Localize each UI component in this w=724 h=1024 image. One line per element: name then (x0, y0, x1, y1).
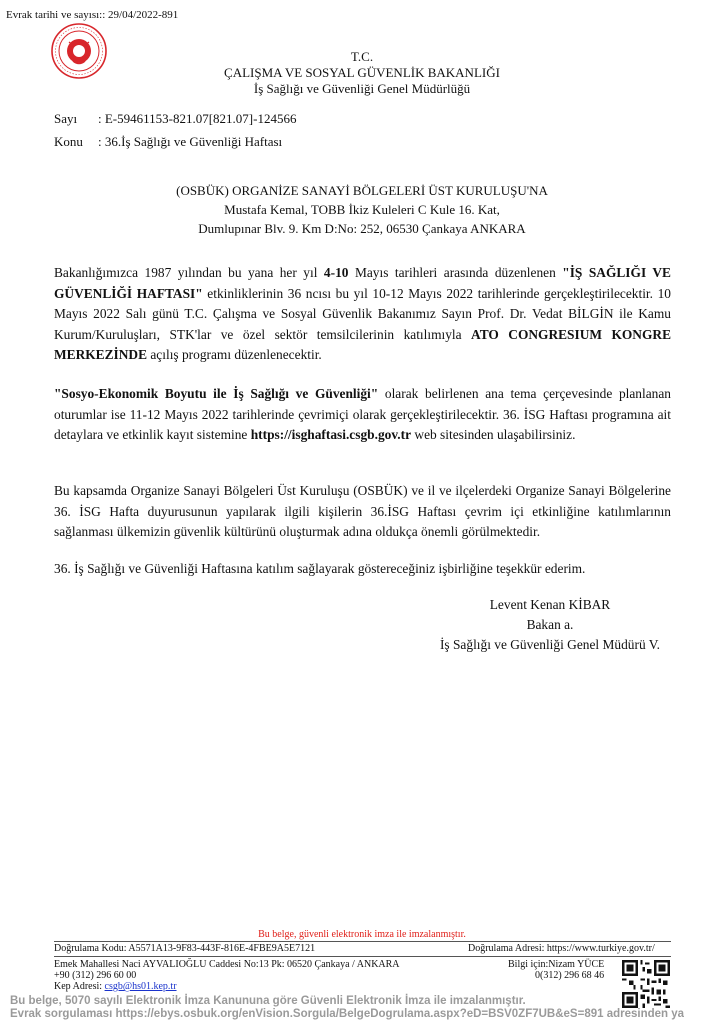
footer-contact-phone: 0(312) 296 68 46 (535, 970, 605, 981)
watermark-line-2: Evrak sorgulaması https://ebys.osbuk.org/enVision.Sorgula/BelgeDogrulama.aspx?eD=BSV0ZF7UB&eS=891 adresinden ya (10, 1008, 685, 1020)
p2-text-b: olarak belirlenen ana tema çerçevesinde planlanan oturumlar ise 11-12 Mayıs 2022 tarihlerinde çevrimiçi olarak gerçekleştirilecektir. 36. İSG Haftası programına ait detaylara ve etkinlik kayıt sistemine (54, 386, 671, 442)
verification-code: Doğrulama Kodu: A5571A13-9F83-443F-816E-4FBE9A5E7121 (54, 943, 316, 954)
p1-text-b: 4-10 (323, 265, 349, 280)
p1-text-f: ATO CONGRESIUM KONGRE MERKEZİNDE (54, 326, 671, 362)
header-ministry: ÇALIŞMA VE SOSYAL GÜVENLİK BAKANLIĞI (224, 65, 500, 80)
meta-sayi-row (54, 111, 296, 127)
meta-sayi-label: Sayı (54, 111, 78, 126)
p1-text-c: Mayıs tarihleri arasında düzenlenen (348, 265, 563, 280)
body-paragraph-2 (54, 384, 671, 446)
body-paragraph-1 (54, 263, 671, 366)
document-date-note: Evrak tarihi ve sayısı:: 29/04/2022-891 (6, 9, 179, 21)
footer-divider-bottom (54, 956, 671, 957)
signature-name: Levent Kenan KİBAR (489, 597, 611, 612)
recipient-line-1: (OSBÜK) ORGANİZE SANAYİ BÖLGELERİ ÜST KURULUŞU'NA (176, 183, 548, 198)
kep-label: Kep Adresi: (54, 981, 105, 992)
meta-konu-row (54, 134, 282, 150)
meta-konu-label: Konu (54, 134, 83, 149)
p1-text-e: etkinliklerinin 36 ncısı bu yıl 10-12 Mayıs 2022 tarihlerinde gerçekleştirilecektir. 10 Mayıs 2022 Salı günü T.C. Çalışma ve Sosyal Güvenlik Bakanımız Sayın Prof. Dr. Vedat BİLGİN ile Kamu Kurum/Kuruluşları, STK'lar ve özel sektör temsilcilerinin katılımıyla (54, 285, 671, 342)
p1-text-d: "İŞ SAĞLIĞI VE GÜVENLİĞİ HAFTASI" (54, 265, 671, 301)
footer-kep-row (54, 981, 177, 992)
footer-address: Emek Mahallesi Naci AYVALIOĞLU Caddesi No:13 Pk: 06520 Çankaya / ANKARA (54, 959, 400, 970)
header-country: T.C. (350, 49, 374, 64)
p1-text-g: açılış programı düzenlenecektir. (147, 347, 322, 362)
footer-info-contact: Bilgi için:Nizam YÜCE (508, 959, 605, 970)
p1-text-a: Bakanlığımızca 1987 yılından bu yana her yıl (54, 265, 324, 280)
recipient-line-2: Mustafa Kemal, TOBB İkiz Kuleleri C Kule 16. Kat, (224, 202, 500, 217)
p2-text-a: "Sosyo-Ekonomik Boyutu ile İş Sağlığı ve Güvenliği" (54, 386, 379, 401)
signature-role: Bakan a. (526, 617, 574, 632)
header-directorate: İş Sağlığı ve Güvenliği Genel Müdürlüğü (253, 81, 471, 96)
signature-title: İş Sağlığı ve Güvenliği Genel Müdürü V. (439, 637, 661, 652)
event-website-link[interactable]: https://isghaftasi.csgb.gov.tr (250, 427, 412, 442)
p2-text-d: web sitesinden ulaşabilirsiniz. (411, 427, 576, 442)
recipient-line-3: Dumlupınar Blv. 9. Km D:No: 252, 06530 Çankaya ANKARA (198, 221, 526, 236)
body-paragraph-3: Bu kapsamda Organize Sanayi Bölgeleri Üst Kuruluşu (OSBÜK) ve il ve ilçelerdeki Organize Sanayi Bölgelerine 36. İSG Hafta duyurusunun yapılarak ilgili kişilerin 36.İSG Haftası çevrim içi etkinliğine katılımlarının sağlanması ülkemizin güvenlik kültürünü oluşturmak adına oldukça önemli görülmektedir. (54, 483, 671, 539)
esign-note: Bu belge, güvenli elektronik imza ile imzalanmıştır. (258, 929, 466, 940)
meta-sayi-value: : E-59461153-821.07[821.07]-124566 (98, 111, 297, 126)
verification-address: Doğrulama Adresi: https://www.turkiye.gov.tr/ (468, 943, 655, 954)
kep-address-link[interactable]: csgb@hs01.kep.tr (104, 981, 177, 992)
footer-divider-top (54, 941, 671, 942)
footer-phone: +90 (312) 296 60 00 (54, 970, 137, 981)
meta-konu-value: : 36.İş Sağlığı ve Güvenliği Haftası (98, 134, 283, 149)
body-paragraph-4: 36. İş Sağlığı ve Güvenliği Haftasına katılım sağlayarak göstereceğiniz işbirliğine teşekkür ederim. (54, 561, 586, 576)
qr-code-icon (622, 960, 670, 1008)
watermark-line-1: Bu belge, 5070 sayılı Elektronik İmza Kanununa göre Güvenli Elektronik İmza ile imzalanmıştır. (10, 995, 526, 1007)
